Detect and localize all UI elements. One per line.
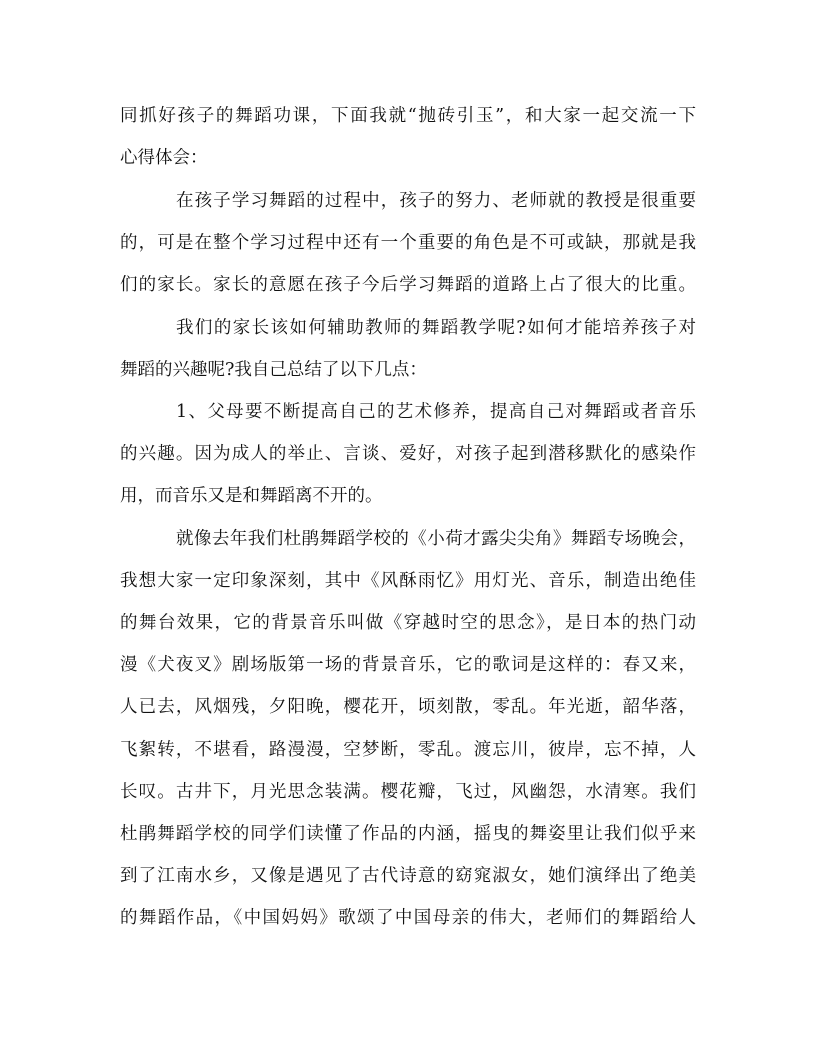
paragraph-line: 我想大家一定印象深刻，其中《风酥雨忆》用灯光、音乐，制造出绝佳 — [120, 571, 696, 591]
paragraph-line: 心得体会： — [120, 148, 208, 168]
paragraph-line: 的舞台效果，它的背景音乐叫做《穿越时空的思念》，是日本的热门动 — [120, 613, 696, 633]
paragraph-line: 我们的家长该如何辅助教师的舞蹈教学呢?如何才能培养孩子对 — [176, 318, 696, 338]
paragraph-line: 的，可是在整个学习过程中还有一个重要的角色是不可或缺，那就是我 — [120, 233, 696, 253]
paragraph-line: 同抓好孩子的舞蹈功课，下面我就“抛砖引玉”，和大家一起交流一下 — [120, 106, 696, 126]
paragraph-line: 人已去，风烟残，夕阳晚，樱花开，顷刻散，零乱。年光逝，韶华落， — [120, 697, 696, 717]
paragraph-line: 1、父母要不断提高自己的艺术修养，提高自己对舞蹈或者音乐 — [176, 402, 696, 422]
paragraph-line: 用，而音乐又是和舞蹈离不开的。 — [120, 486, 383, 506]
paragraph-line: 长叹。古井下，月光思念装满。樱花瓣，飞过，风幽怨，水清寒。我们 — [120, 782, 696, 802]
paragraph-line: 杜鹃舞蹈学校的同学们读懂了作品的内涵，摇曳的舞姿里让我们似乎来 — [120, 824, 696, 844]
paragraph-line: 在孩子学习舞蹈的过程中，孩子的努力、老师就的教授是很重要 — [176, 191, 696, 211]
paragraph-line: 舞蹈的兴趣呢?我自己总结了以下几点： — [120, 360, 427, 380]
paragraph-line: 就像去年我们杜鹃舞蹈学校的《小荷才露尖尖角》舞蹈专场晚会， — [176, 529, 696, 549]
paragraph-line: 飞絮转，不堪看，路漫漫，空梦断，零乱。渡忘川，彼岸，忘不掉，人 — [120, 740, 696, 760]
paragraph-line: 们的家长。家长的意愿在孩子今后学习舞蹈的道路上占了很大的比重。 — [120, 275, 696, 295]
paragraph-line: 漫《犬夜叉》剧场版第一场的背景音乐，它的歌词是这样的：春又来， — [120, 655, 696, 675]
paragraph-line: 到了江南水乡，又像是遇见了古代诗意的窈窕淑女，她们演绎出了绝美 — [120, 866, 696, 886]
paragraph-line: 的舞蹈作品，《中国妈妈》歌颂了中国母亲的伟大，老师们的舞蹈给人 — [120, 908, 696, 928]
paragraph-line: 的兴趣。因为成人的举止、言谈、爱好，对孩子起到潜移默化的感染作 — [120, 444, 696, 464]
